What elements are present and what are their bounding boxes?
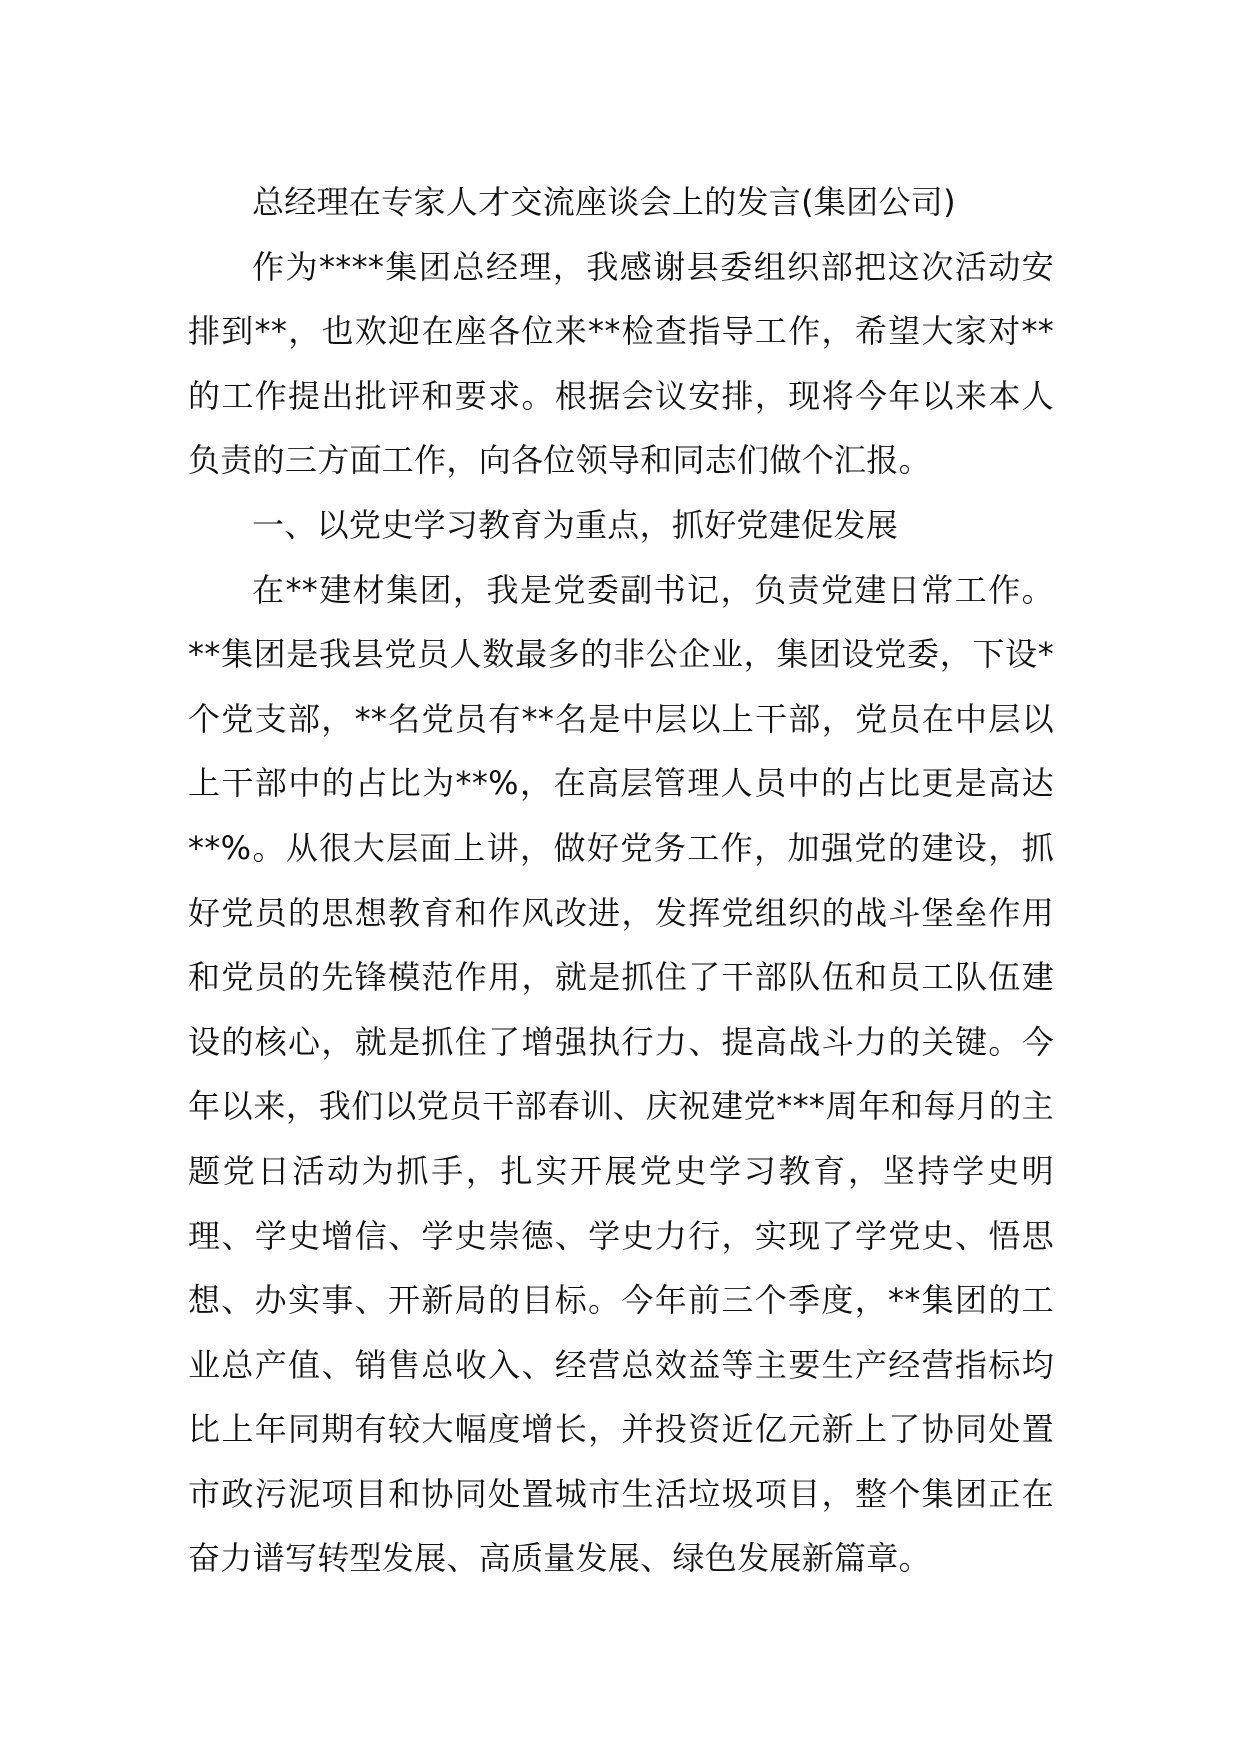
document-body xyxy=(188,170,1054,1591)
paragraph-intro: 作为****集团总经理，我感谢县委组织部把这次活动安排到**，也欢迎在座各位来**检查指导工作，希望大家对**的工作提出批评和要求。根据会议安排，现将今年以来本人负责的三方面工作，向各位领导和同志们做个汇报。 xyxy=(188,247,1054,480)
section-heading-1: 一、以党史学习教育为重点，抓好党建促发展 xyxy=(252,505,899,544)
paragraph-party-building: 在**建材集团，我是党委副书记，负责党建日常工作。**集团是我县党员人数最多的非公企业，集团设党委，下设*个党支部，**名党员有**名是中层以上干部，党员在中层以上干部中的占比为**%，在高层管理人员中的占比更是高达**%。从很大层面上讲，做好党务工作，加强党的建设，抓好党员的思想教育和作风改进，发挥党组织的战斗堡垒作用和党员的先锋模范作用，就是抓住了干部队伍和员工队伍建设的核心，就是抓住了增强执行力、提高战斗力的关键。今年以来，我们以党员干部春训、庆祝建党***周年和每月的主题党日活动为抓手，扎实开展党史学习教育，坚持学史明理、学史增信、学史崇德、学史力行，实现了学党史、悟思想、办实事、开新局的目标。今年前三个季度，**集团的工业总产值、销售总收入、经营总效益等主要生产经营指标均比上年同期有较大幅度增长，并投资近亿元新上了协同处置市政污泥项目和协同处置城市生活垃圾项目，整个集团正在奋力谱写转型发展、高质量发展、绿色发展新篇章。 xyxy=(188,570,1054,1578)
document-title: 总经理在专家人才交流座谈会上的发言(集团公司) xyxy=(252,183,956,221)
